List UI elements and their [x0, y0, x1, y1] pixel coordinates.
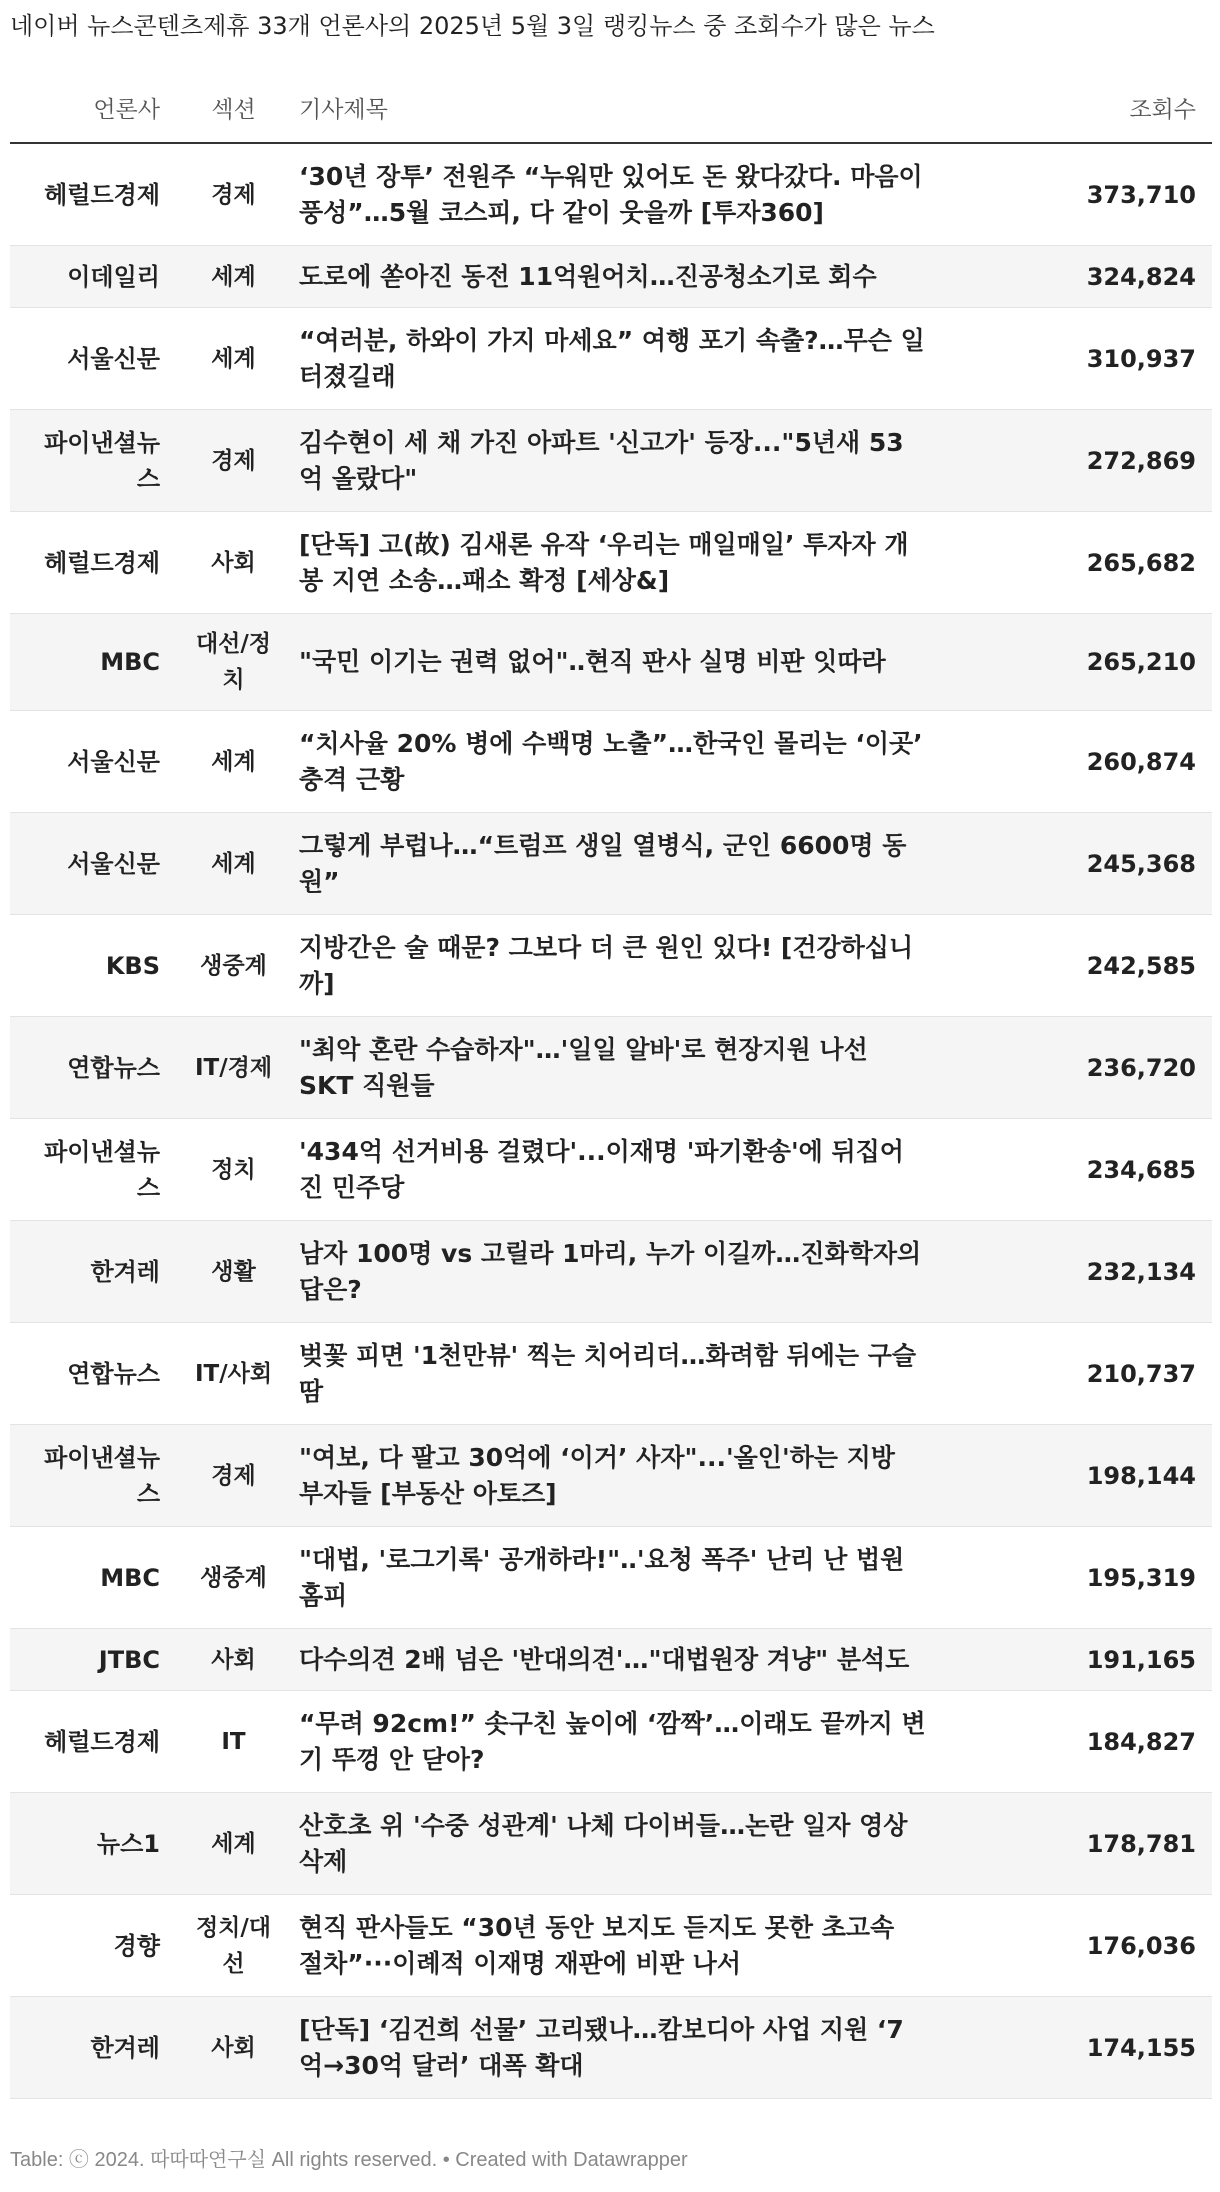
views-cell: 373,710 [950, 143, 1212, 246]
publisher-cell: KBS [10, 915, 176, 1017]
headline-cell: “무려 92cm!” 솟구친 높이에 ‘깜짝’…이래도 끝까지 변기 뚜껑 안 닫아? [291, 1691, 950, 1793]
section-cell: 세계 [176, 308, 291, 410]
headline-cell: 지방간은 술 때문? 그보다 더 큰 원인 있다! [건강하십니까] [291, 915, 950, 1017]
publisher-cell: 서울신문 [10, 711, 176, 813]
table-row [10, 410, 1212, 512]
views-cell: 174,155 [950, 1997, 1212, 2099]
column-header-publisher[interactable]: 언론사 [10, 72, 176, 143]
headline-cell: "대법, '로그기록' 공개하라!"‥'요청 폭주' 난리 난 법원 홈피 [291, 1527, 950, 1629]
views-cell: 176,036 [950, 1895, 1212, 1997]
views-cell: 236,720 [950, 1017, 1212, 1119]
section-cell: IT/사회 [176, 1323, 291, 1425]
headline-cell: 남자 100명 vs 고릴라 1마리, 누가 이길까…진화학자의 답은? [291, 1221, 950, 1323]
publisher-cell: 파이낸셜뉴스 [10, 1119, 176, 1221]
publisher-cell: 한겨레 [10, 1997, 176, 2099]
table-row [10, 1425, 1212, 1527]
publisher-cell: MBC [10, 614, 176, 711]
table-footer: Table: ⓒ 2024. 따따따연구실 All rights reserved. • Created with Datawrapper [10, 2149, 688, 2171]
table-row [10, 246, 1212, 308]
section-cell: 생중계 [176, 1527, 291, 1629]
publisher-cell: 이데일리 [10, 246, 176, 308]
views-cell: 210,737 [950, 1323, 1212, 1425]
table-row [10, 1997, 1212, 2099]
section-cell: 사회 [176, 512, 291, 614]
views-cell: 265,210 [950, 614, 1212, 711]
views-cell: 242,585 [950, 915, 1212, 1017]
section-cell: 경제 [176, 1425, 291, 1527]
table-row [10, 308, 1212, 410]
headline-cell: [단독] 고(故) 김새론 유작 ‘우리는 매일매일’ 투자자 개봉 지연 소송…패소 확정 [세상&] [291, 512, 950, 614]
views-cell: 272,869 [950, 410, 1212, 512]
column-header-headline[interactable]: 기사제목 [291, 72, 950, 143]
publisher-cell: 연합뉴스 [10, 1323, 176, 1425]
views-cell: 195,319 [950, 1527, 1212, 1629]
section-cell: 세계 [176, 1793, 291, 1895]
column-header-views[interactable]: 조회수 [950, 72, 1212, 143]
table-row [10, 1691, 1212, 1793]
table-row [10, 1017, 1212, 1119]
section-cell: 세계 [176, 813, 291, 915]
table-row [10, 1629, 1212, 1691]
headline-cell: [단독] ‘김건희 선물’ 고리됐나…캄보디아 사업 지원 ‘7억→30억 달러’ 대폭 확대 [291, 1997, 950, 2099]
section-cell: IT/경제 [176, 1017, 291, 1119]
section-cell: 사회 [176, 1629, 291, 1691]
headline-cell: "최악 혼란 수습하자"…'일일 알바'로 현장지원 나선 SKT 직원들 [291, 1017, 950, 1119]
headline-cell: "국민 이기는 권력 없어"‥현직 판사 실명 비판 잇따라 [291, 614, 950, 711]
headline-cell: 다수의견 2배 넘은 '반대의견'…"대법원장 겨냥" 분석도 [291, 1629, 950, 1691]
ranking-table [10, 72, 1212, 2099]
page-title: 네이버 뉴스콘텐츠제휴 33개 언론사의 2025년 5월 3일 랭킹뉴스 중 조회수가 많은 뉴스 [10, 12, 935, 40]
section-cell: 정치/대선 [176, 1895, 291, 1997]
publisher-cell: 뉴스1 [10, 1793, 176, 1895]
publisher-cell: 연합뉴스 [10, 1017, 176, 1119]
headline-cell: 그렇게 부럽나…“트럼프 생일 열병식, 군인 6600명 동원” [291, 813, 950, 915]
table-row [10, 1793, 1212, 1895]
publisher-cell: MBC [10, 1527, 176, 1629]
publisher-cell: 헤럴드경제 [10, 143, 176, 246]
headline-cell: 김수현이 세 채 가진 아파트 '신고가' 등장..."5년새 53억 올랐다" [291, 410, 950, 512]
section-cell: 사회 [176, 1997, 291, 2099]
publisher-cell: 헤럴드경제 [10, 512, 176, 614]
views-cell: 324,824 [950, 246, 1212, 308]
publisher-cell: 서울신문 [10, 813, 176, 915]
headline-cell: "여보, 다 팔고 30억에 ‘이거’ 사자"...'올인'하는 지방 부자들 [부동산 아토즈] [291, 1425, 950, 1527]
headline-cell: 현직 판사들도 “30년 동안 보지도 듣지도 못한 초고속 절차”···이례적 이재명 재판에 비판 나서 [291, 1895, 950, 1997]
table-row [10, 1527, 1212, 1629]
publisher-cell: 한겨레 [10, 1221, 176, 1323]
section-cell: 생중계 [176, 915, 291, 1017]
views-cell: 191,165 [950, 1629, 1212, 1691]
views-cell: 184,827 [950, 1691, 1212, 1793]
table-row [10, 143, 1212, 246]
headline-cell: “여러분, 하와이 가지 마세요” 여행 포기 속출?…무슨 일 터졌길래 [291, 308, 950, 410]
publisher-cell: 헤럴드경제 [10, 1691, 176, 1793]
publisher-cell: 서울신문 [10, 308, 176, 410]
headline-cell: '434억 선거비용 걸렸다'...이재명 '파기환송'에 뒤집어진 민주당 [291, 1119, 950, 1221]
views-cell: 178,781 [950, 1793, 1212, 1895]
views-cell: 245,368 [950, 813, 1212, 915]
table-row [10, 512, 1212, 614]
headline-cell: 산호초 위 '수중 성관계' 나체 다이버들…논란 일자 영상 삭제 [291, 1793, 950, 1895]
views-cell: 260,874 [950, 711, 1212, 813]
views-cell: 234,685 [950, 1119, 1212, 1221]
views-cell: 232,134 [950, 1221, 1212, 1323]
section-cell: 세계 [176, 711, 291, 813]
headline-cell: 벚꽃 피면 '1천만뷰' 찍는 치어리더…화려함 뒤에는 구슬땀 [291, 1323, 950, 1425]
publisher-cell: JTBC [10, 1629, 176, 1691]
table-row [10, 915, 1212, 1017]
table-row [10, 1221, 1212, 1323]
views-cell: 198,144 [950, 1425, 1212, 1527]
views-cell: 310,937 [950, 308, 1212, 410]
headline-cell: “치사율 20% 병에 수백명 노출”…한국인 몰리는 ‘이곳’ 충격 근황 [291, 711, 950, 813]
table-row [10, 711, 1212, 813]
views-cell: 265,682 [950, 512, 1212, 614]
table-row [10, 1895, 1212, 1997]
section-cell: 세계 [176, 246, 291, 308]
headline-cell: ‘30년 장투’ 전원주 “누워만 있어도 돈 왔다갔다. 마음이 풍성”…5월 코스피, 다 같이 웃을까 [투자360] [291, 143, 950, 246]
table-row [10, 1119, 1212, 1221]
table-row [10, 1323, 1212, 1425]
section-cell: 대선/정치 [176, 614, 291, 711]
section-cell: 경제 [176, 410, 291, 512]
table-header [10, 72, 1212, 143]
publisher-cell: 경향 [10, 1895, 176, 1997]
table-row [10, 813, 1212, 915]
section-cell: IT [176, 1691, 291, 1793]
section-cell: 경제 [176, 143, 291, 246]
column-header-section[interactable]: 섹션 [176, 72, 291, 143]
table-row [10, 614, 1212, 711]
publisher-cell: 파이낸셜뉴스 [10, 410, 176, 512]
section-cell: 정치 [176, 1119, 291, 1221]
section-cell: 생활 [176, 1221, 291, 1323]
publisher-cell: 파이낸셜뉴스 [10, 1425, 176, 1527]
headline-cell: 도로에 쏟아진 동전 11억원어치…진공청소기로 회수 [291, 246, 950, 308]
table-body [10, 143, 1212, 2099]
